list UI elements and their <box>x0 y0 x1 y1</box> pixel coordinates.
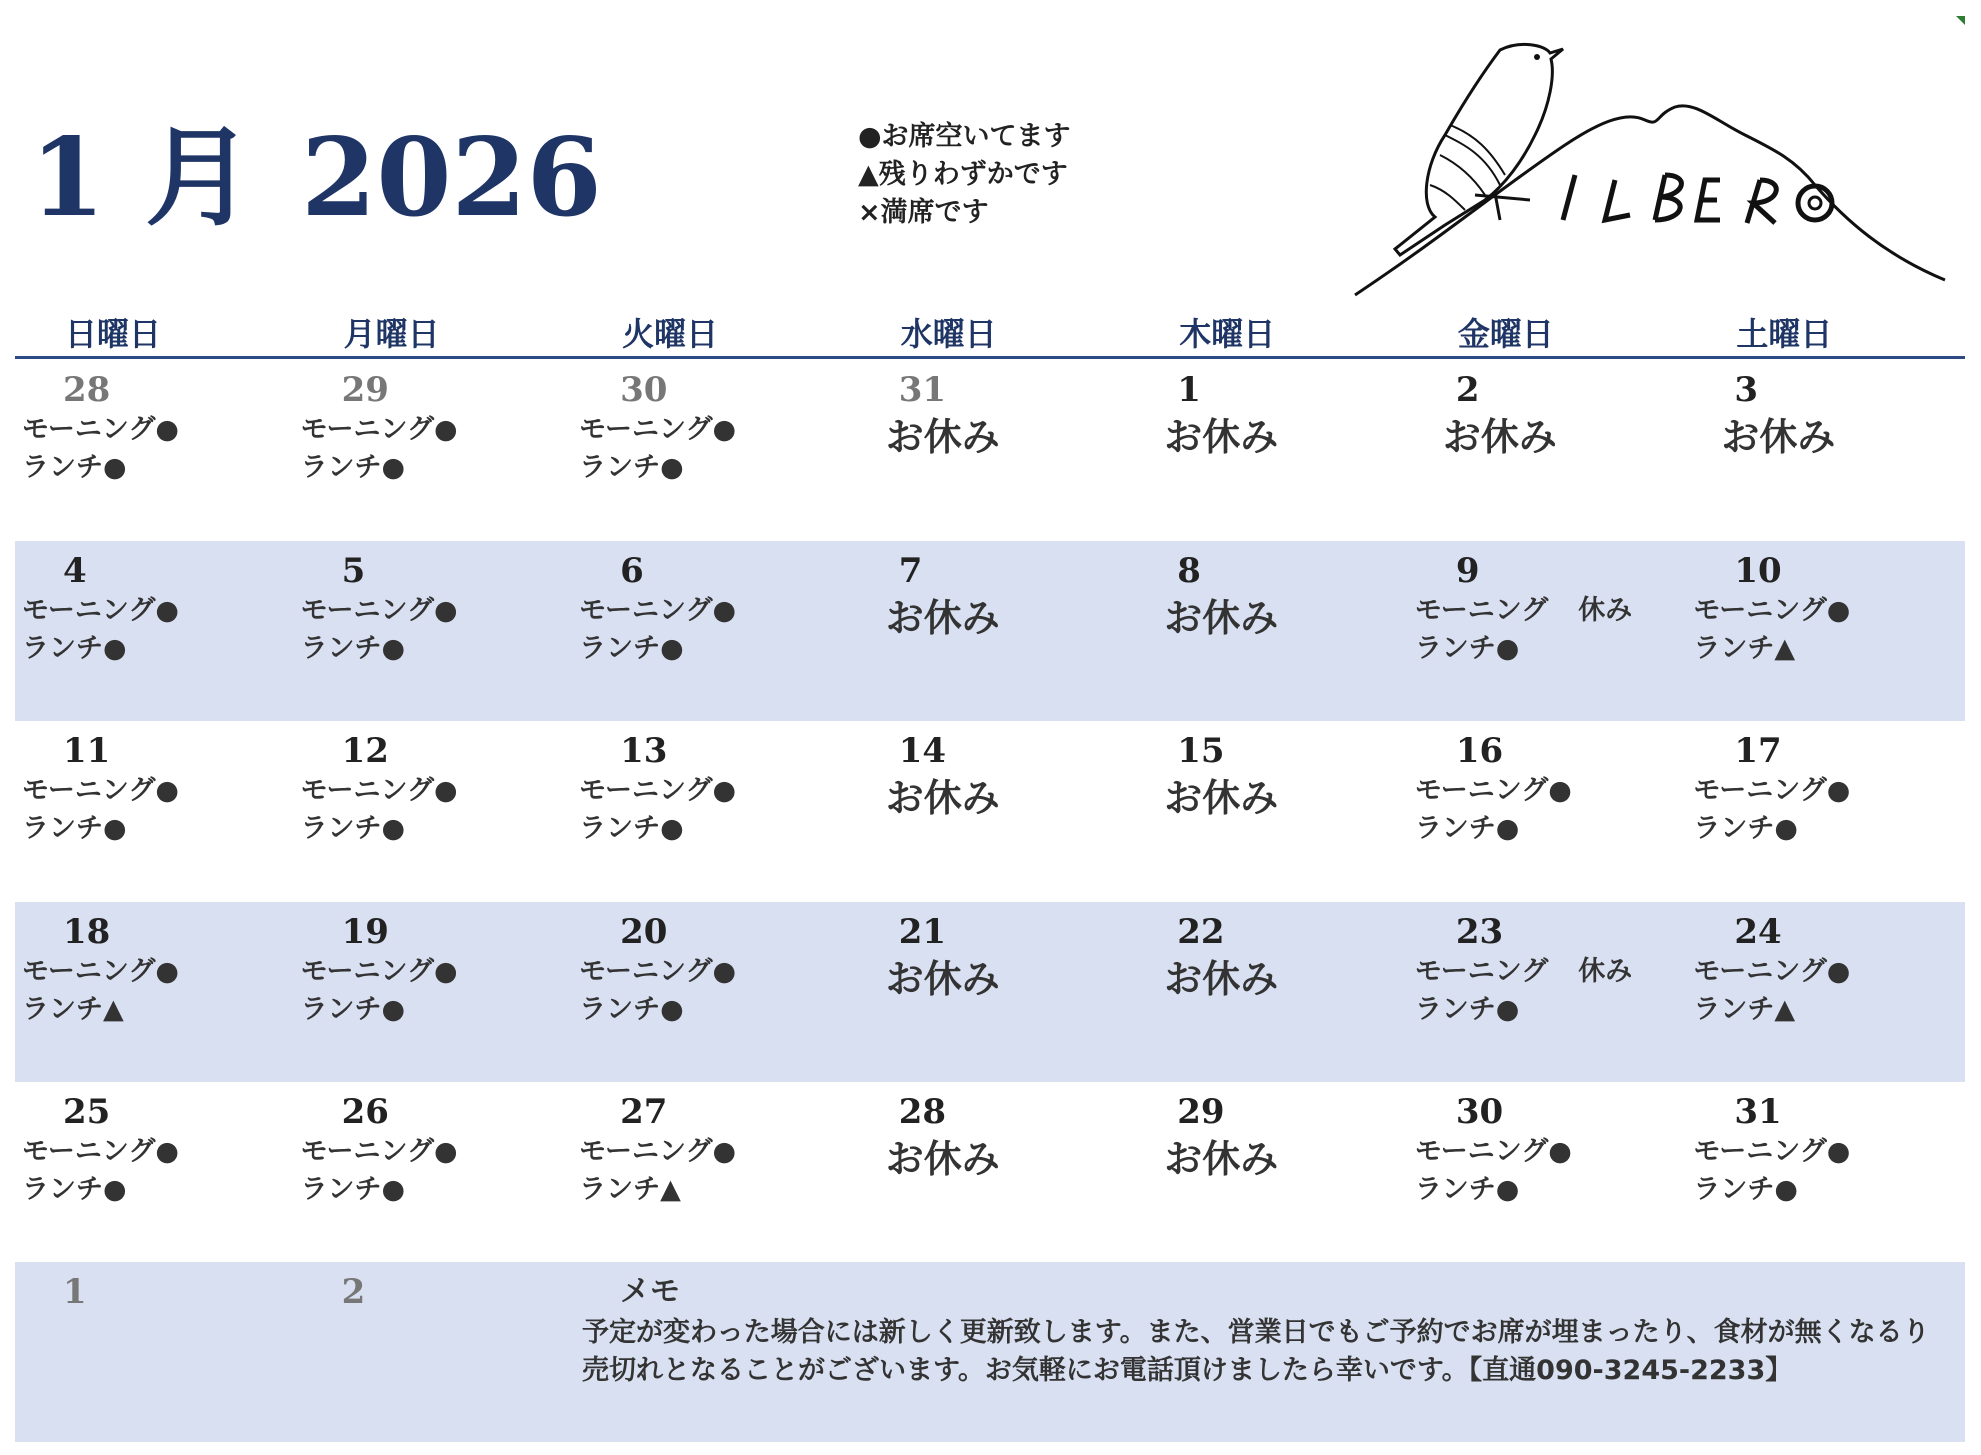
morning-label: モーニング● <box>22 955 179 987</box>
day-number: 21 <box>898 911 947 952</box>
day-number: 7 <box>898 550 923 591</box>
morning-label: モーニング● <box>22 594 179 626</box>
morning-status <box>1415 1134 1572 1170</box>
day-number: 23 <box>1455 911 1504 952</box>
day-number: 28 <box>898 1092 947 1132</box>
day-number: 30 <box>620 370 668 410</box>
weekday-sun: 日曜日 <box>65 315 162 353</box>
morning-label: モーニング● <box>300 414 458 445</box>
lunch-status: ランチ● <box>22 813 127 844</box>
day-cell <box>15 1082 294 1263</box>
day-cell <box>572 360 851 541</box>
closed-label: お休み <box>1164 776 1279 820</box>
day-number: 24 <box>1734 911 1782 952</box>
memo-text: 予定が変わった場合には新しく更新致します。また、営業日でもご予約でお席が埋まったり、食材が無くなるり売切れとなることがございます。お気軽にお電話頂けましたら幸いです。【直通090-3245-2233】 <box>582 1317 1930 1386</box>
day-number: 20 <box>620 911 668 952</box>
closed-label: お休み <box>885 595 1000 640</box>
day-number: 31 <box>1734 1092 1782 1132</box>
day-cell <box>1686 541 1965 722</box>
day-number: 17 <box>1734 731 1782 771</box>
morning-label: モーニング● <box>22 414 179 445</box>
day-cell <box>1408 721 1687 902</box>
morning-label: モーニング● <box>22 1136 179 1167</box>
lunch-status: ランチ● <box>300 452 406 483</box>
weekday-header <box>15 310 1965 358</box>
lunch-status: ランチ● <box>579 813 684 844</box>
day-number: 27 <box>620 1092 668 1132</box>
day-number: 18 <box>63 911 111 952</box>
morning-status <box>579 773 736 809</box>
morning-label: モーニング● <box>579 955 737 987</box>
lunch-status: ランチ● <box>22 632 127 664</box>
morning-label: モーニング● <box>300 775 458 806</box>
day-number: 8 <box>1177 550 1201 591</box>
lunch-status: ランチ● <box>579 452 684 483</box>
lunch-status: ランチ● <box>579 632 684 664</box>
morning-label: モーニング● <box>300 955 458 987</box>
day-number: 28 <box>63 370 111 410</box>
day-number: 9 <box>1455 550 1480 591</box>
day-number: 29 <box>341 370 389 410</box>
day-cell <box>1408 360 1687 541</box>
morning-status <box>1693 954 1850 990</box>
lunch-status: ランチ● <box>22 452 127 483</box>
morning-label: モーニング● <box>1414 775 1572 806</box>
day-cell <box>294 360 573 541</box>
morning-status <box>579 593 736 629</box>
morning-status <box>301 773 458 809</box>
closed-label: お休み <box>1164 1137 1279 1181</box>
lunch-status: ランチ▲ <box>1693 632 1796 664</box>
morning-status <box>1693 593 1850 629</box>
closed-label: お休み <box>1442 415 1557 459</box>
day-number: 13 <box>620 731 668 771</box>
day-cell <box>1129 1082 1408 1263</box>
lunch-status: ランチ▲ <box>579 1174 681 1205</box>
day-cell <box>15 902 294 1083</box>
morning-label: モーニング● <box>579 775 737 806</box>
day-cell <box>1408 541 1687 722</box>
morning-status <box>22 412 179 448</box>
lunch-status: ランチ● <box>22 1174 127 1205</box>
morning-status <box>579 954 736 990</box>
day-number: 29 <box>1177 1092 1225 1132</box>
day-number: 3 <box>1734 370 1759 410</box>
day-cell <box>1129 902 1408 1083</box>
lunch-status: ランチ● <box>300 1174 406 1205</box>
day-number: 14 <box>898 731 947 771</box>
year: 2026 <box>301 115 602 241</box>
weekday-sat: 土曜日 <box>1736 315 1833 353</box>
morning-status <box>1415 593 1632 629</box>
week-row <box>15 902 1965 1083</box>
day-number: 12 <box>341 731 389 771</box>
memo-title: メモ <box>620 1274 680 1309</box>
day-cell <box>1408 902 1687 1083</box>
day-cell <box>572 902 851 1083</box>
morning-status <box>301 412 458 448</box>
day-number: 15 <box>1177 731 1225 771</box>
morning-status <box>1693 1134 1850 1170</box>
closed-label: お休み <box>885 776 1000 820</box>
morning-label: モーニング● <box>1693 1136 1851 1167</box>
day-cell <box>851 902 1130 1083</box>
day-cell <box>294 1082 573 1263</box>
morning-label: モーニング● <box>300 1136 458 1167</box>
day-number: 4 <box>63 550 87 591</box>
weekday-wed: 水曜日 <box>900 315 997 353</box>
day-cell <box>1129 541 1408 722</box>
day-number: 10 <box>1734 550 1782 591</box>
legend-available: ●お席空いてます <box>858 121 1071 152</box>
day-number: 6 <box>620 550 644 591</box>
lunch-status: ランチ● <box>300 813 406 844</box>
legend-few-left: ▲残りわずかです <box>858 159 1068 190</box>
day-cell <box>294 541 573 722</box>
day-cell <box>294 902 573 1083</box>
lunch-status: ランチ▲ <box>1693 993 1796 1025</box>
lunch-status: ランチ● <box>1414 632 1520 664</box>
morning-status <box>1693 773 1850 809</box>
month-label: 月 <box>145 115 254 241</box>
day-cell <box>15 360 294 541</box>
week-row <box>15 541 1965 722</box>
day-number: 1 <box>63 1272 87 1312</box>
week-row <box>15 1082 1965 1263</box>
closed-label: お休み <box>1164 956 1279 1001</box>
week-row <box>15 360 1965 541</box>
lunch-status: ランチ● <box>579 993 684 1025</box>
morning-label: モーニング● <box>579 1136 737 1167</box>
day-number: 1 <box>1177 370 1201 410</box>
day-cell <box>15 541 294 722</box>
morning-status <box>22 773 179 809</box>
morning-label: モーニング <box>1414 955 1549 987</box>
day-cell <box>851 1082 1130 1263</box>
weekday-tue: 火曜日 <box>622 315 719 353</box>
day-cell <box>15 721 294 902</box>
day-cell <box>1129 721 1408 902</box>
closed-label: お休み <box>885 1137 1000 1181</box>
day-number: 25 <box>63 1092 111 1132</box>
day-number: 19 <box>341 911 389 952</box>
day-number: 5 <box>341 550 366 591</box>
day-cell <box>851 541 1130 722</box>
day-number: 26 <box>341 1092 389 1132</box>
morning-status <box>22 593 179 629</box>
morning-status <box>1415 773 1572 809</box>
closed-label: お休み <box>1164 595 1279 640</box>
day-cell <box>15 1262 294 1442</box>
closed-label: お休み <box>885 415 1000 459</box>
calendar-title <box>30 115 602 241</box>
day-cell <box>572 541 851 722</box>
day-cell <box>1686 721 1965 902</box>
header-rule <box>15 356 1965 359</box>
weekday-fri: 金曜日 <box>1457 315 1554 353</box>
lunch-status: ランチ● <box>300 993 406 1025</box>
day-number: 2 <box>1455 370 1480 410</box>
day-cell <box>851 721 1130 902</box>
ilbero-bird-logo <box>1325 35 1950 305</box>
morning-closed-note: 休み <box>1578 594 1633 626</box>
morning-closed-note: 休み <box>1578 955 1633 987</box>
day-cell <box>1686 902 1965 1083</box>
morning-label: モーニング● <box>1414 1136 1572 1167</box>
legend-full: ×満席です <box>858 197 989 228</box>
day-number: 11 <box>63 731 111 771</box>
lunch-status: ランチ● <box>1414 1174 1520 1205</box>
day-cell <box>1129 360 1408 541</box>
morning-label: モーニング● <box>579 414 737 445</box>
day-number: 30 <box>1455 1092 1504 1132</box>
lunch-status: ランチ● <box>300 632 406 664</box>
morning-status <box>579 412 736 448</box>
day-cell <box>294 721 573 902</box>
morning-label: モーニング <box>1414 594 1549 626</box>
lunch-status: ランチ● <box>1414 813 1520 844</box>
morning-label: モーニング● <box>579 594 737 626</box>
calendar-grid <box>15 360 1965 1263</box>
closed-label: お休み <box>1164 415 1279 459</box>
morning-status <box>22 1134 179 1170</box>
morning-label: モーニング● <box>1693 955 1851 987</box>
morning-status <box>301 593 458 629</box>
day-cell <box>1408 1082 1687 1263</box>
month-number: 1 <box>30 115 106 241</box>
weekday-mon: 月曜日 <box>343 315 440 353</box>
morning-status <box>301 954 458 990</box>
morning-label: モーニング● <box>22 775 179 806</box>
day-cell <box>294 1262 573 1442</box>
closed-label: お休み <box>885 956 1000 1001</box>
corner-mark <box>1956 16 1965 25</box>
lunch-status: ランチ▲ <box>22 993 124 1025</box>
weekday-thu: 木曜日 <box>1179 315 1276 353</box>
memo-row <box>15 1262 1965 1442</box>
day-cell <box>1686 1082 1965 1263</box>
morning-status <box>301 1134 458 1170</box>
day-number: 22 <box>1177 911 1225 952</box>
day-number: 31 <box>898 370 947 410</box>
lunch-status: ランチ● <box>1693 813 1798 844</box>
lunch-status: ランチ● <box>1414 993 1520 1025</box>
day-cell <box>572 1082 851 1263</box>
morning-label: モーニング● <box>1693 594 1851 626</box>
morning-status <box>579 1134 736 1170</box>
day-number: 16 <box>1455 731 1504 771</box>
day-cell <box>572 721 851 902</box>
morning-status <box>1415 954 1632 990</box>
morning-label: モーニング● <box>300 594 458 626</box>
day-cell <box>851 360 1130 541</box>
morning-status <box>22 954 179 990</box>
day-cell <box>1686 360 1965 541</box>
closed-label: お休み <box>1721 415 1836 459</box>
week-row <box>15 721 1965 902</box>
lunch-status: ランチ● <box>1693 1174 1798 1205</box>
morning-label: モーニング● <box>1693 775 1851 806</box>
availability-legend <box>858 118 1071 232</box>
day-number: 2 <box>341 1272 366 1312</box>
